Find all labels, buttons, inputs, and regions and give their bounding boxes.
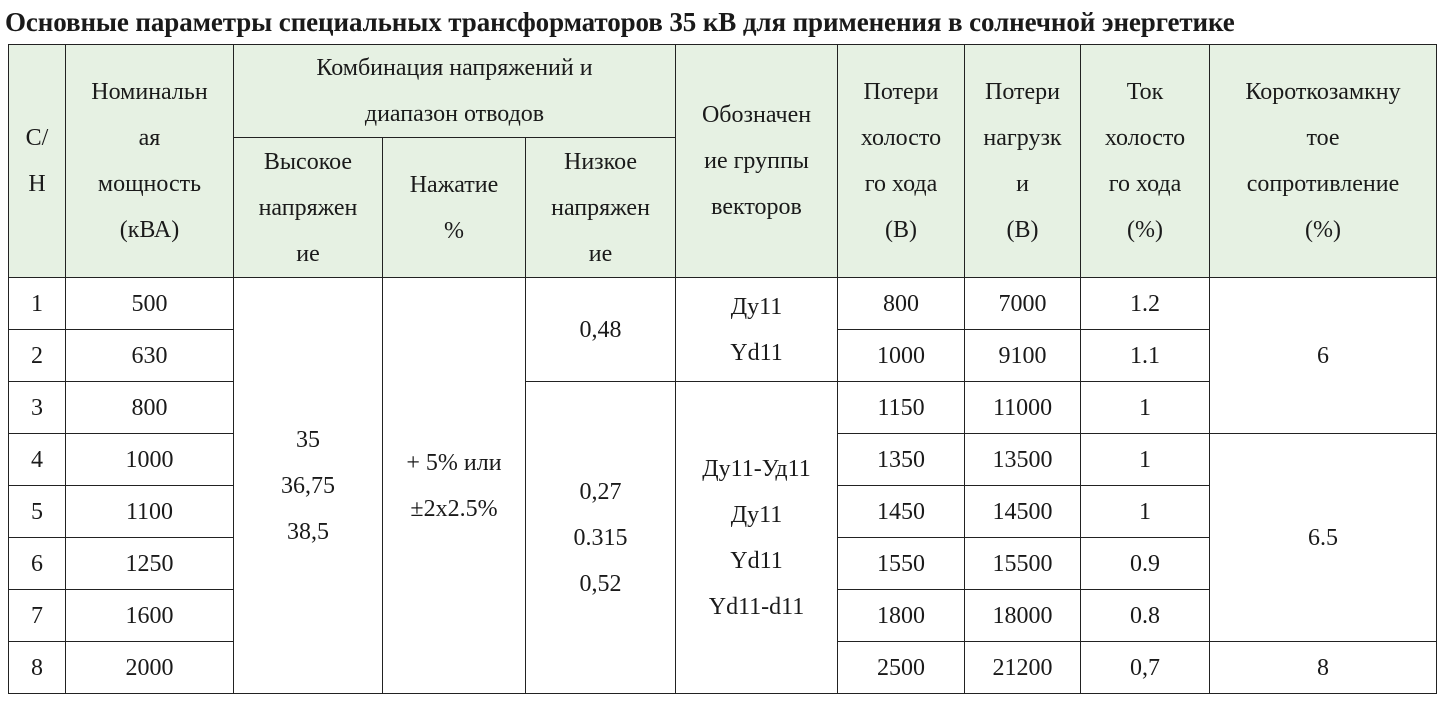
- cell-no-load-current: 1.2: [1081, 278, 1210, 330]
- cell-power: 630: [66, 330, 234, 382]
- cell-tap: + 5% или ±2x2.5%: [383, 278, 526, 694]
- header-low-voltage: Низкое напряжен ие: [526, 138, 676, 278]
- cell-load-loss: 7000: [965, 278, 1081, 330]
- header-sn: С/ Н: [9, 45, 66, 278]
- cell-power: 1250: [66, 538, 234, 590]
- header-short-circuit: Короткозамкну тое сопротивление (%): [1210, 45, 1437, 278]
- cell-power: 1600: [66, 590, 234, 642]
- cell-power: 500: [66, 278, 234, 330]
- cell-no-load-current: 0,7: [1081, 642, 1210, 694]
- cell-load-loss: 13500: [965, 434, 1081, 486]
- header-power: Номинальн ая мощность (кВА): [66, 45, 234, 278]
- cell-sn: 6: [9, 538, 66, 590]
- cell-sn: 1: [9, 278, 66, 330]
- cell-low-voltage: 0,27 0.315 0,52: [526, 382, 676, 694]
- header-vector-group: Обозначен ие группы векторов: [676, 45, 838, 278]
- cell-low-voltage: 0,48: [526, 278, 676, 382]
- cell-no-load-current: 0.9: [1081, 538, 1210, 590]
- cell-no-load-loss: 800: [838, 278, 965, 330]
- table-row: [9, 278, 1437, 330]
- cell-load-loss: 11000: [965, 382, 1081, 434]
- cell-short-circuit: 6.5: [1210, 434, 1437, 642]
- cell-no-load-current: 1: [1081, 434, 1210, 486]
- cell-no-load-loss: 1350: [838, 434, 965, 486]
- cell-load-loss: 15500: [965, 538, 1081, 590]
- cell-power: 1100: [66, 486, 234, 538]
- cell-short-circuit: 8: [1210, 642, 1437, 694]
- page-title: Основные параметры специальных трансформаторов 35 кВ для применения в солнечной энергетике: [5, 7, 1235, 37]
- cell-sn: 7: [9, 590, 66, 642]
- cell-no-load-current: 0.8: [1081, 590, 1210, 642]
- header-tap: Нажатие %: [383, 138, 526, 278]
- cell-sn: 3: [9, 382, 66, 434]
- cell-sn: 8: [9, 642, 66, 694]
- header-row-top: [9, 45, 1437, 138]
- cell-vector-group: Ду11 Yd11: [676, 278, 838, 382]
- cell-power: 1000: [66, 434, 234, 486]
- cell-sn: 4: [9, 434, 66, 486]
- header-no-load-current: Ток холосто го хода (%): [1081, 45, 1210, 278]
- cell-no-load-current: 1.1: [1081, 330, 1210, 382]
- cell-no-load-loss: 1150: [838, 382, 965, 434]
- cell-sn: 2: [9, 330, 66, 382]
- transformer-parameters-table: [8, 44, 1437, 694]
- header-combination: Комбинация напряжений и диапазон отводов: [234, 45, 676, 138]
- cell-no-load-loss: 1800: [838, 590, 965, 642]
- header-no-load-loss: Потери холосто го хода (В): [838, 45, 965, 278]
- cell-no-load-current: 1: [1081, 486, 1210, 538]
- cell-no-load-current: 1: [1081, 382, 1210, 434]
- cell-no-load-loss: 1450: [838, 486, 965, 538]
- cell-no-load-loss: 1550: [838, 538, 965, 590]
- cell-load-loss: 14500: [965, 486, 1081, 538]
- cell-load-loss: 9100: [965, 330, 1081, 382]
- cell-sn: 5: [9, 486, 66, 538]
- cell-power: 2000: [66, 642, 234, 694]
- cell-power: 800: [66, 382, 234, 434]
- cell-high-voltage: 35 36,75 38,5: [234, 278, 383, 694]
- cell-no-load-loss: 1000: [838, 330, 965, 382]
- cell-no-load-loss: 2500: [838, 642, 965, 694]
- header-load-loss: Потери нагрузк и (В): [965, 45, 1081, 278]
- header-high-voltage: Высокое напряжен ие: [234, 138, 383, 278]
- cell-load-loss: 21200: [965, 642, 1081, 694]
- cell-vector-group: Ду11-Уд11 Ду11 Yd11 Yd11-d11: [676, 382, 838, 694]
- cell-short-circuit: 6: [1210, 278, 1437, 434]
- cell-load-loss: 18000: [965, 590, 1081, 642]
